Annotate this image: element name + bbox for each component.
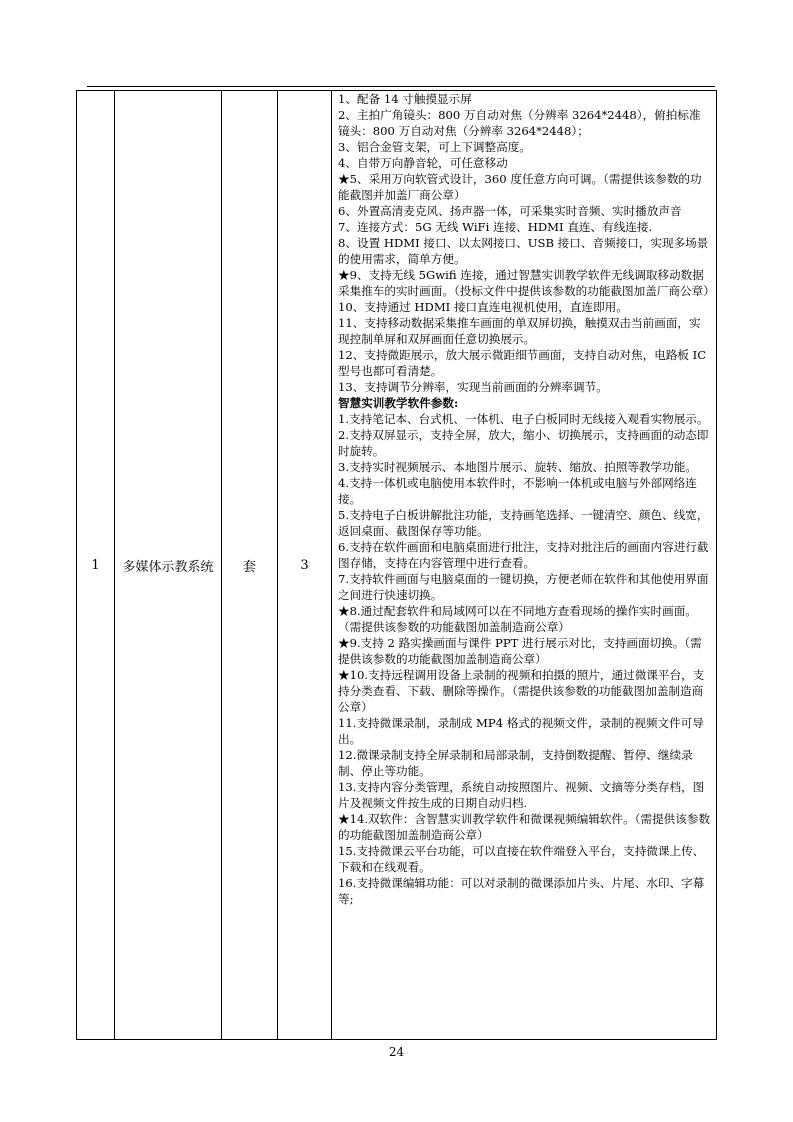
spec-table (76, 90, 717, 1040)
spec-line: 15.支持微课云平台功能，可以直接在软件端登入平台，支持微课上传、下载和在线观看。 (338, 844, 705, 874)
spec-line: ★10.支持远程调用设备上录制的视频和拍摄的照片，通过微课平台，支持分类查看、下载、删除等操作。（需提供该参数的功能截图加盖制造商公章） (338, 668, 705, 714)
spec-line: 12.微课录制支持全屏录制和局部录制，支持倒数提醒、暂停、继续录制、停止等功能。 (338, 748, 693, 778)
software-section-heading: 智慧实训教学软件参数: (338, 396, 459, 410)
spec-line: ★5、采用万向软管式设计，360 度任意方向可调。（需提供该参数的功能截图并加盖厂商公章） (338, 172, 702, 202)
page-number: 24 (388, 1045, 405, 1059)
spec-line: 13、支持调节分辨率，实现当前画面的分辨率调节。 (338, 380, 608, 394)
spec-line: 4、自带万向静音轮，可任意移动 (338, 156, 508, 170)
item-unit: 套 (222, 91, 278, 1040)
spec-line: 7、连接方式：5G 无线 WiFi 连接、HDMI 直连、有线连接. (338, 220, 653, 234)
spec-line: 13.支持内容分类管理，系统自动按照图片、视频、文摘等分类存档，图片及视频文件按生成的日期自动归档. (338, 780, 705, 810)
item-quantity: 3 (278, 91, 332, 1040)
spec-line: 8、设置 HDMI 接口、以太网接口、USB 接口、音频接口，实现多场景的使用需求，简单方便。 (338, 236, 709, 266)
spec-line: 6.支持在软件画面和电脑桌面进行批注，支持对批注后的画面内容进行截图存储，支持在内容管理中进行查看。 (338, 540, 709, 570)
spec-line: 2.支持双屏显示，支持全屏，放大，缩小、切换展示，支持画面的动态即时旋转。 (338, 428, 709, 458)
spec-line: 3、铝合金管支架，可上下调整高度。 (338, 140, 531, 154)
spec-line: 10、支持通过 HDMI 接口直连电视机使用，直连即用。 (338, 300, 628, 314)
spec-description (332, 91, 717, 1040)
spec-line: 1.支持笔记本、台式机、一体机、电子白板同时无线接入观看实物展示。 (338, 412, 709, 426)
spec-line: 16.支持微课编辑功能：可以对录制的微课添加片头、片尾、水印、字幕等; (338, 876, 705, 906)
row-index: 1 (77, 91, 115, 1040)
item-name: 多媒体示教系统 (115, 91, 222, 1040)
spec-line: ★9、支持无线 5Gwifi 连接，通过智慧实训教学软件无线调取移动数据采集推车的实时画面。（投标文件中提供该参数的功能截图加盖厂商公章） (338, 268, 715, 298)
top-rule (87, 86, 715, 87)
table-row (77, 91, 717, 1040)
spec-line: 1、配备 14 寸触摸显示屏 (338, 92, 472, 106)
spec-line: 6、外置高清麦克风、扬声器一体，可采集实时音频、实时播放声音 (338, 204, 682, 218)
spec-line: 5.支持电子白板讲解批注功能，支持画笔选择、一键清空、颜色、线宽，返回桌面、截图保存等功能。 (338, 508, 709, 538)
spec-line: 11.支持微课录制，录制成 MP4 格式的视频文件，录制的视频文件可导出。 (338, 716, 704, 746)
spec-line: 12、支持微距展示，放大展示微距细节画面，支持自动对焦，电路板 IC 型号也都可看清楚。 (338, 348, 707, 378)
spec-line: 4.支持一体机或电脑使用本软件时，不影响一体机或电脑与外部网络连接。 (338, 476, 697, 506)
spec-line: 2、主拍广角镜头：800 万自动对焦（分辨率 3264*2448），俯拍标准镜头：800 万自动对焦（分辨率 3264*2448）； (338, 108, 701, 138)
spec-line: 3.支持实时视频展示、本地图片展示、旋转、缩放、拍照等教学功能。 (338, 460, 697, 474)
spec-line: 11、支持移动数据采集推车画面的单双屏切换，触摸双击当前画面，实现控制单屏和双屏画面任意切换展示。 (338, 316, 701, 346)
spec-line: ★14.双软件：含智慧实训教学软件和微课视频编辑软件。（需提供该参数的功能截图加盖制造商公章） (338, 812, 711, 842)
spec-line: 7.支持软件画面与电脑桌面的一键切换，方便老师在软件和其他使用界面之间进行快速切换。 (338, 572, 709, 602)
spec-line: ★9.支持 2 路实操画面与课件 PPT 进行展示对比，支持画面切换。（需提供该参数的功能截图加盖制造商公章） (338, 636, 702, 666)
spec-line: ★8.通过配套软件和局域网可以在不同地方查看现场的操作实时画面。（需提供该参数的功能截图加盖制造商公章） (338, 604, 697, 634)
